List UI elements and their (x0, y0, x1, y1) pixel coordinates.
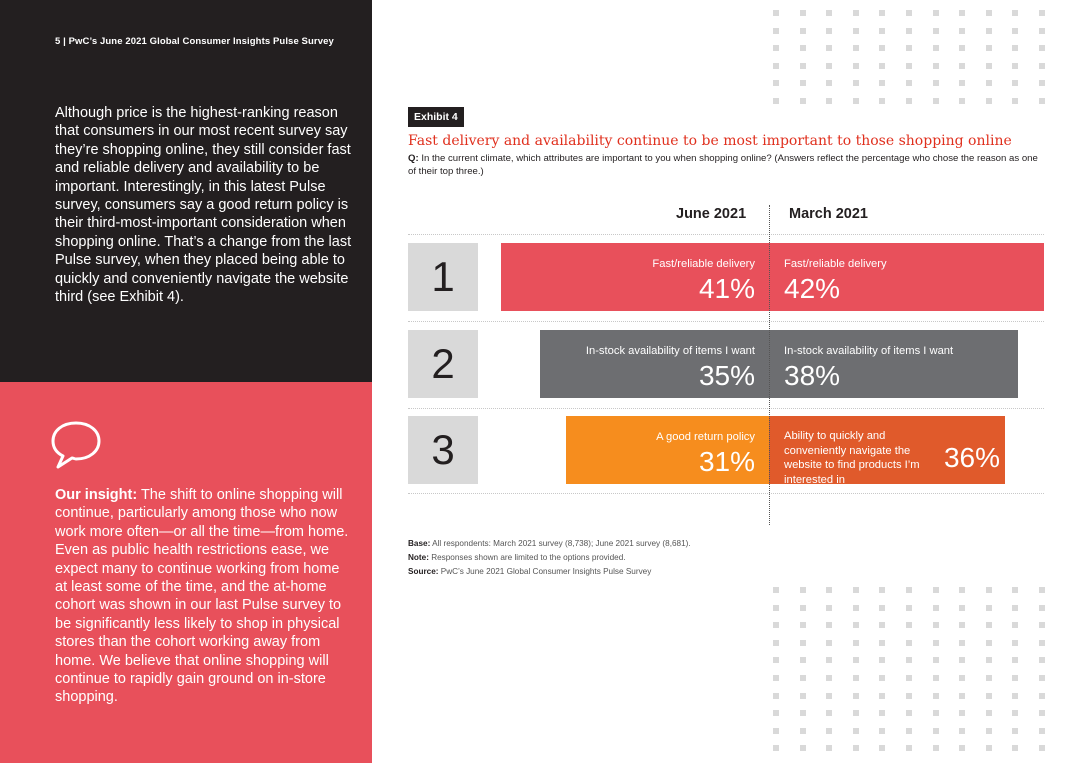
decorative-dot (1012, 745, 1018, 751)
decorative-dot (773, 622, 779, 628)
decorative-dot (1039, 587, 1045, 593)
decorative-dot (906, 745, 912, 751)
decorative-dot (986, 587, 992, 593)
decorative-dot (1012, 45, 1018, 51)
decorative-dot (800, 657, 806, 663)
decorative-dot (800, 80, 806, 86)
column-header-june: June 2021 (676, 206, 747, 222)
decorative-dot (1012, 605, 1018, 611)
decorative-dot (933, 10, 939, 16)
decorative-dot (800, 640, 806, 646)
decorative-dot (1039, 28, 1045, 34)
decorative-dot (906, 63, 912, 69)
decorative-dot (879, 710, 885, 716)
insight-paragraph (55, 486, 355, 707)
decorative-dot (906, 657, 912, 663)
bar-value-march: 36% (943, 442, 1000, 473)
decorative-dot (1039, 710, 1045, 716)
question-text: In the current climate, which attributes are important to you when shopping online? (Answers reflect the percentage who chose the reason as one of their top three.) (408, 153, 1038, 177)
decorative-dot (959, 587, 965, 593)
decorative-dot (800, 28, 806, 34)
decorative-dot (879, 605, 885, 611)
question-label: Q: (408, 153, 419, 164)
decorative-dot (879, 587, 885, 593)
decorative-dot (773, 98, 779, 104)
column-header-march: March 2021 (789, 206, 868, 222)
row-separator (408, 234, 1044, 235)
page-header: 5 | PwC’s June 2021 Global Consumer Insights Pulse Survey (55, 36, 334, 47)
decorative-dot (853, 63, 859, 69)
decorative-dot (773, 728, 779, 734)
decorative-dot (826, 63, 832, 69)
row-separator (408, 493, 1044, 494)
decorative-dot (1012, 657, 1018, 663)
decorative-dot (773, 10, 779, 16)
decorative-dot (933, 45, 939, 51)
bar-march (769, 243, 1044, 311)
bar-march (769, 330, 1018, 398)
decorative-dot (800, 675, 806, 681)
decorative-dot (879, 728, 885, 734)
decorative-dot (879, 98, 885, 104)
bar-value-march: 38% (784, 360, 841, 391)
decorative-dot (986, 45, 992, 51)
decorative-dot (826, 98, 832, 104)
decorative-dot (853, 657, 859, 663)
decorative-dot (906, 45, 912, 51)
decorative-dot (879, 80, 885, 86)
decorative-dot (773, 63, 779, 69)
decorative-dot (1039, 745, 1045, 751)
decorative-dot (826, 640, 832, 646)
decorative-dot (853, 640, 859, 646)
decorative-dot (959, 622, 965, 628)
decorative-dot (933, 710, 939, 716)
bar-label-march: Ability to quickly and conveniently navigate the website to find products I’m interested in (784, 430, 920, 486)
decorative-dot (1012, 10, 1018, 16)
chart-notes (408, 537, 691, 579)
decorative-dot (1039, 605, 1045, 611)
decorative-dot (1039, 10, 1045, 16)
decorative-dot (906, 605, 912, 611)
decorative-dot (879, 657, 885, 663)
decorative-dot (906, 640, 912, 646)
bar-value-march: 42% (784, 273, 841, 304)
decorative-dot (959, 98, 965, 104)
decorative-dot (959, 710, 965, 716)
row-separator (408, 408, 1044, 409)
decorative-dot (906, 693, 912, 699)
insight-text: The shift to online shopping will continue, particularly among those who now work more often—or all the time—from home. Even as public health restrictions ease, we expect many to continue working from home at least some of the time, and the at-home cohort was shown in our last Pulse survey to be significantly less likely to shop in physical stores than the cohort working away from home. We believe that online shopping will continue to rapidly gain ground on in-store shopping. (55, 487, 349, 706)
decorative-dot (773, 745, 779, 751)
decorative-dot (1012, 728, 1018, 734)
decorative-dot (773, 657, 779, 663)
decorative-dot (1012, 98, 1018, 104)
decorative-dot (1039, 63, 1045, 69)
decorative-dot (853, 45, 859, 51)
decorative-dot (986, 28, 992, 34)
decorative-dot (826, 675, 832, 681)
decorative-dot (800, 63, 806, 69)
decorative-dot (800, 605, 806, 611)
decorative-dot (986, 63, 992, 69)
decorative-dot (879, 745, 885, 751)
decorative-dot (959, 657, 965, 663)
bar-label-march: In-stock availability of items I want (784, 345, 954, 357)
decorative-dot (986, 98, 992, 104)
decorative-dot (773, 587, 779, 593)
exhibit-tag: Exhibit 4 (408, 107, 464, 127)
decorative-dot (800, 587, 806, 593)
rank-box: 1 (408, 243, 478, 311)
bar-value-june: 41% (698, 273, 755, 304)
decorative-dot (800, 745, 806, 751)
decorative-dot (853, 80, 859, 86)
bar-label-march: Fast/reliable delivery (784, 258, 887, 270)
bar-label-june: In-stock availability of items I want (585, 345, 755, 357)
decorative-dot (1012, 63, 1018, 69)
decorative-dot (933, 63, 939, 69)
decorative-dot (853, 710, 859, 716)
decorative-dot (986, 622, 992, 628)
decorative-dot (933, 745, 939, 751)
decorative-dot (933, 640, 939, 646)
center-divider (769, 205, 770, 525)
decorative-dot (906, 710, 912, 716)
decorative-dot (826, 657, 832, 663)
bar-value-june: 31% (698, 446, 755, 477)
decorative-dot (906, 80, 912, 86)
bar-june (501, 243, 769, 311)
decorative-dot (853, 675, 859, 681)
decorative-dot (933, 728, 939, 734)
decorative-dot (959, 728, 965, 734)
decorative-dot (853, 587, 859, 593)
decorative-dot (933, 80, 939, 86)
decorative-dot (959, 28, 965, 34)
decorative-dot (853, 10, 859, 16)
decorative-dot (986, 728, 992, 734)
decorative-dot (1012, 710, 1018, 716)
decorative-dot (959, 45, 965, 51)
decorative-dot (879, 28, 885, 34)
decorative-dot (906, 675, 912, 681)
decorative-dot (986, 657, 992, 663)
decorative-dot (826, 28, 832, 34)
decorative-dot (826, 80, 832, 86)
decorative-dot (986, 10, 992, 16)
decorative-dot (906, 587, 912, 593)
row-separator (408, 321, 1044, 322)
decorative-dot (986, 710, 992, 716)
decorative-dot (800, 10, 806, 16)
decorative-dot (1012, 640, 1018, 646)
decorative-dot (959, 675, 965, 681)
intro-paragraph: Although price is the highest-ranking reason that consumers in our most recent survey say they’re shopping online, they still consider fast and reliable delivery and availability to be important. Interestingly, in this latest Pulse survey, consumers say a good return policy is their third-most-important consideration when shopping online. That’s a change from the last Pulse survey, when they placed being able to quickly and conveniently navigate the website third (see Exhibit 4). (55, 105, 352, 306)
decorative-dot (1012, 587, 1018, 593)
decorative-dot (959, 605, 965, 611)
decorative-dot (1039, 80, 1045, 86)
decorative-dot (826, 10, 832, 16)
bar-value-june: 35% (698, 360, 755, 391)
decorative-dot (773, 710, 779, 716)
bar-label-june: A good return policy (656, 431, 755, 443)
speech-bubble-icon (48, 417, 104, 473)
decorative-dot (826, 693, 832, 699)
decorative-dot (800, 693, 806, 699)
decorative-dot (773, 675, 779, 681)
bar-label-june: Fast/reliable delivery (652, 258, 755, 270)
decorative-dot (800, 710, 806, 716)
decorative-dot (773, 45, 779, 51)
decorative-dot (1012, 693, 1018, 699)
decorative-dot (959, 63, 965, 69)
decorative-dot (1039, 640, 1045, 646)
chart-title: Fast delivery and availability continue to be most important to those shopping online (408, 133, 1012, 149)
decorative-dot (1012, 675, 1018, 681)
decorative-dot (826, 710, 832, 716)
decorative-dot (800, 622, 806, 628)
decorative-dot (800, 98, 806, 104)
decorative-dot (879, 675, 885, 681)
rank-box: 3 (408, 416, 478, 484)
decorative-dot (1039, 98, 1045, 104)
survey-question (408, 153, 1038, 178)
decorative-dot (1039, 728, 1045, 734)
decorative-dot (1012, 622, 1018, 628)
decorative-dot (826, 728, 832, 734)
decorative-dot (1039, 45, 1045, 51)
decorative-dot (773, 693, 779, 699)
decorative-dot (773, 80, 779, 86)
bar-june (540, 330, 769, 398)
note-source: Source: PwC’s June 2021 Global Consumer Insights Pulse Survey (408, 567, 652, 576)
decorative-dot (853, 98, 859, 104)
decorative-dot (773, 28, 779, 34)
decorative-dot (933, 28, 939, 34)
decorative-dot (986, 693, 992, 699)
decorative-dot (986, 675, 992, 681)
decorative-dot (879, 63, 885, 69)
left-dark-panel (0, 0, 372, 382)
decorative-dot (773, 605, 779, 611)
note-base: Base: All respondents: March 2021 survey (8,738); June 2021 survey (8,681). (408, 539, 691, 548)
decorative-dot (986, 80, 992, 86)
decorative-dot (986, 640, 992, 646)
decorative-dot (773, 640, 779, 646)
decorative-dot (959, 693, 965, 699)
decorative-dot (853, 622, 859, 628)
decorative-dot (1039, 657, 1045, 663)
decorative-dot (826, 587, 832, 593)
decorative-dot (853, 28, 859, 34)
decorative-dot (853, 728, 859, 734)
decorative-dot (906, 98, 912, 104)
decorative-dot (959, 10, 965, 16)
decorative-dot (933, 675, 939, 681)
decorative-dot (959, 640, 965, 646)
decorative-dot (1039, 622, 1045, 628)
decorative-dot (933, 605, 939, 611)
bar-june (566, 416, 769, 484)
rank-box: 2 (408, 330, 478, 398)
decorative-dot (879, 622, 885, 628)
bar-march (769, 416, 1005, 484)
decorative-dot (1039, 675, 1045, 681)
decorative-dot (959, 745, 965, 751)
insight-panel (0, 382, 372, 763)
decorative-dot (853, 745, 859, 751)
insight-label: Our insight: (55, 487, 138, 503)
decorative-dot (800, 45, 806, 51)
decorative-dot (853, 605, 859, 611)
decorative-dot (853, 693, 859, 699)
decorative-dot (906, 28, 912, 34)
decorative-dot (1039, 693, 1045, 699)
decorative-dot (906, 728, 912, 734)
decorative-dot (826, 605, 832, 611)
decorative-dot (1012, 80, 1018, 86)
decorative-dot (826, 622, 832, 628)
decorative-dot (826, 45, 832, 51)
decorative-dot (986, 605, 992, 611)
decorative-dot (1012, 28, 1018, 34)
decorative-dot (826, 745, 832, 751)
note-note: Note: Responses shown are limited to the options provided. (408, 553, 626, 562)
decorative-dot (959, 80, 965, 86)
decorative-dot (800, 728, 806, 734)
decorative-dot (906, 10, 912, 16)
decorative-dot (879, 693, 885, 699)
decorative-dot (933, 657, 939, 663)
decorative-dot (933, 693, 939, 699)
decorative-dot (986, 745, 992, 751)
decorative-dot (879, 45, 885, 51)
decorative-dot (933, 98, 939, 104)
decorative-dot (933, 622, 939, 628)
decorative-dot (879, 10, 885, 16)
decorative-dot (879, 640, 885, 646)
decorative-dot (906, 622, 912, 628)
decorative-dot (933, 587, 939, 593)
